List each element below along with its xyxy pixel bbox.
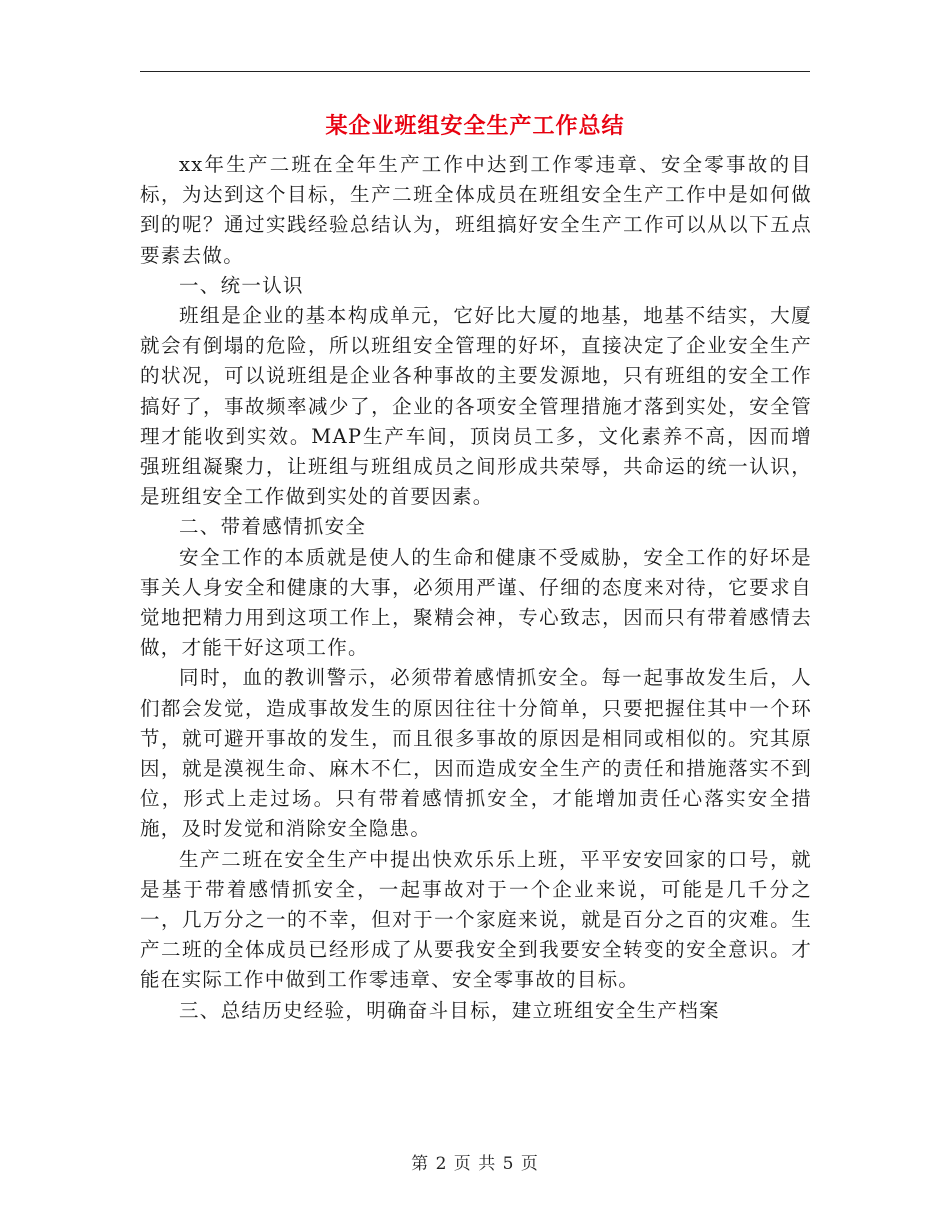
- section-heading-2: 二、带着感情抓安全: [179, 515, 367, 539]
- body-paragraph: 安全工作的本质就是使人的生命和健康不受威胁，安全工作的好坏是事关人身安全和健康的大事，必须用严谨、仔细的态度来对待，它要求自觉地把精力用到这项工作上，聚精会神，专心致志，因而只有带着感情去做，才能干好这项工作。: [140, 545, 812, 660]
- document-title: 某企业班组安全生产工作总结: [325, 113, 625, 139]
- intro-paragraph: xx年生产二班在全年生产工作中达到工作零违章、安全零事故的目标，为达到这个目标，生产二班全体成员在班组安全生产工作中是如何做到的呢？通过实践经验总结认为，班组搞好安全生产工作可以从以下五点要素去做。: [140, 153, 812, 267]
- body-paragraph: 生产二班在安全生产中提出快欢乐乐上班，平平安安回家的口号，就是基于带着感情抓安全，一起事故对于一个企业来说，可能是几千分之一，几万分之一的不幸，但对于一个家庭来说，就是百分之百的灾难。生产二班的全体成员已经形成了从要我安全到我要安全转变的安全意识。才能在实际工作中做到工作零违章、安全零事故的目标。: [140, 847, 812, 992]
- header-rule: [140, 71, 810, 72]
- page-number-footer: 第 2 页 共 5 页: [411, 1154, 539, 1174]
- section-heading-3: 三、总结历史经验，明确奋斗目标，建立班组安全生产档案: [179, 998, 720, 1022]
- body-paragraph: 同时，血的教训警示，必须带着感情抓安全。每一起事故发生后，人们都会发觉，造成事故发生的原因往往十分简单，只要把握住其中一个环节，就可避开事故的发生，而且很多事故的原因是相同或相似的。究其原因，就是漠视生命、麻木不仁，因而造成安全生产的责任和措施落实不到位，形式上走过场。只有带着感情抓安全，才能增加责任心落实安全措施，及时发觉和消除安全隐患。: [140, 666, 812, 841]
- section-heading-1: 一、统一认识: [179, 273, 304, 297]
- body-paragraph: 班组是企业的基本构成单元，它好比大厦的地基，地基不结实，大厦就会有倒塌的危险，所以班组安全管理的好坏，直接决定了企业安全生产的状况，可以说班组是企业各种事故的主要发源地，只有班组的安全工作搞好了，事故频率减少了，企业的各项安全管理措施才落到实处，安全管理才能收到实效。MAP生产车间，顶岗员工多，文化素养不高，因而增强班组凝聚力，让班组与班组成员之间形成共荣辱，共命运的统一认识，是班组安全工作做到实处的首要因素。: [140, 304, 812, 509]
- document-body: [140, 150, 812, 1026]
